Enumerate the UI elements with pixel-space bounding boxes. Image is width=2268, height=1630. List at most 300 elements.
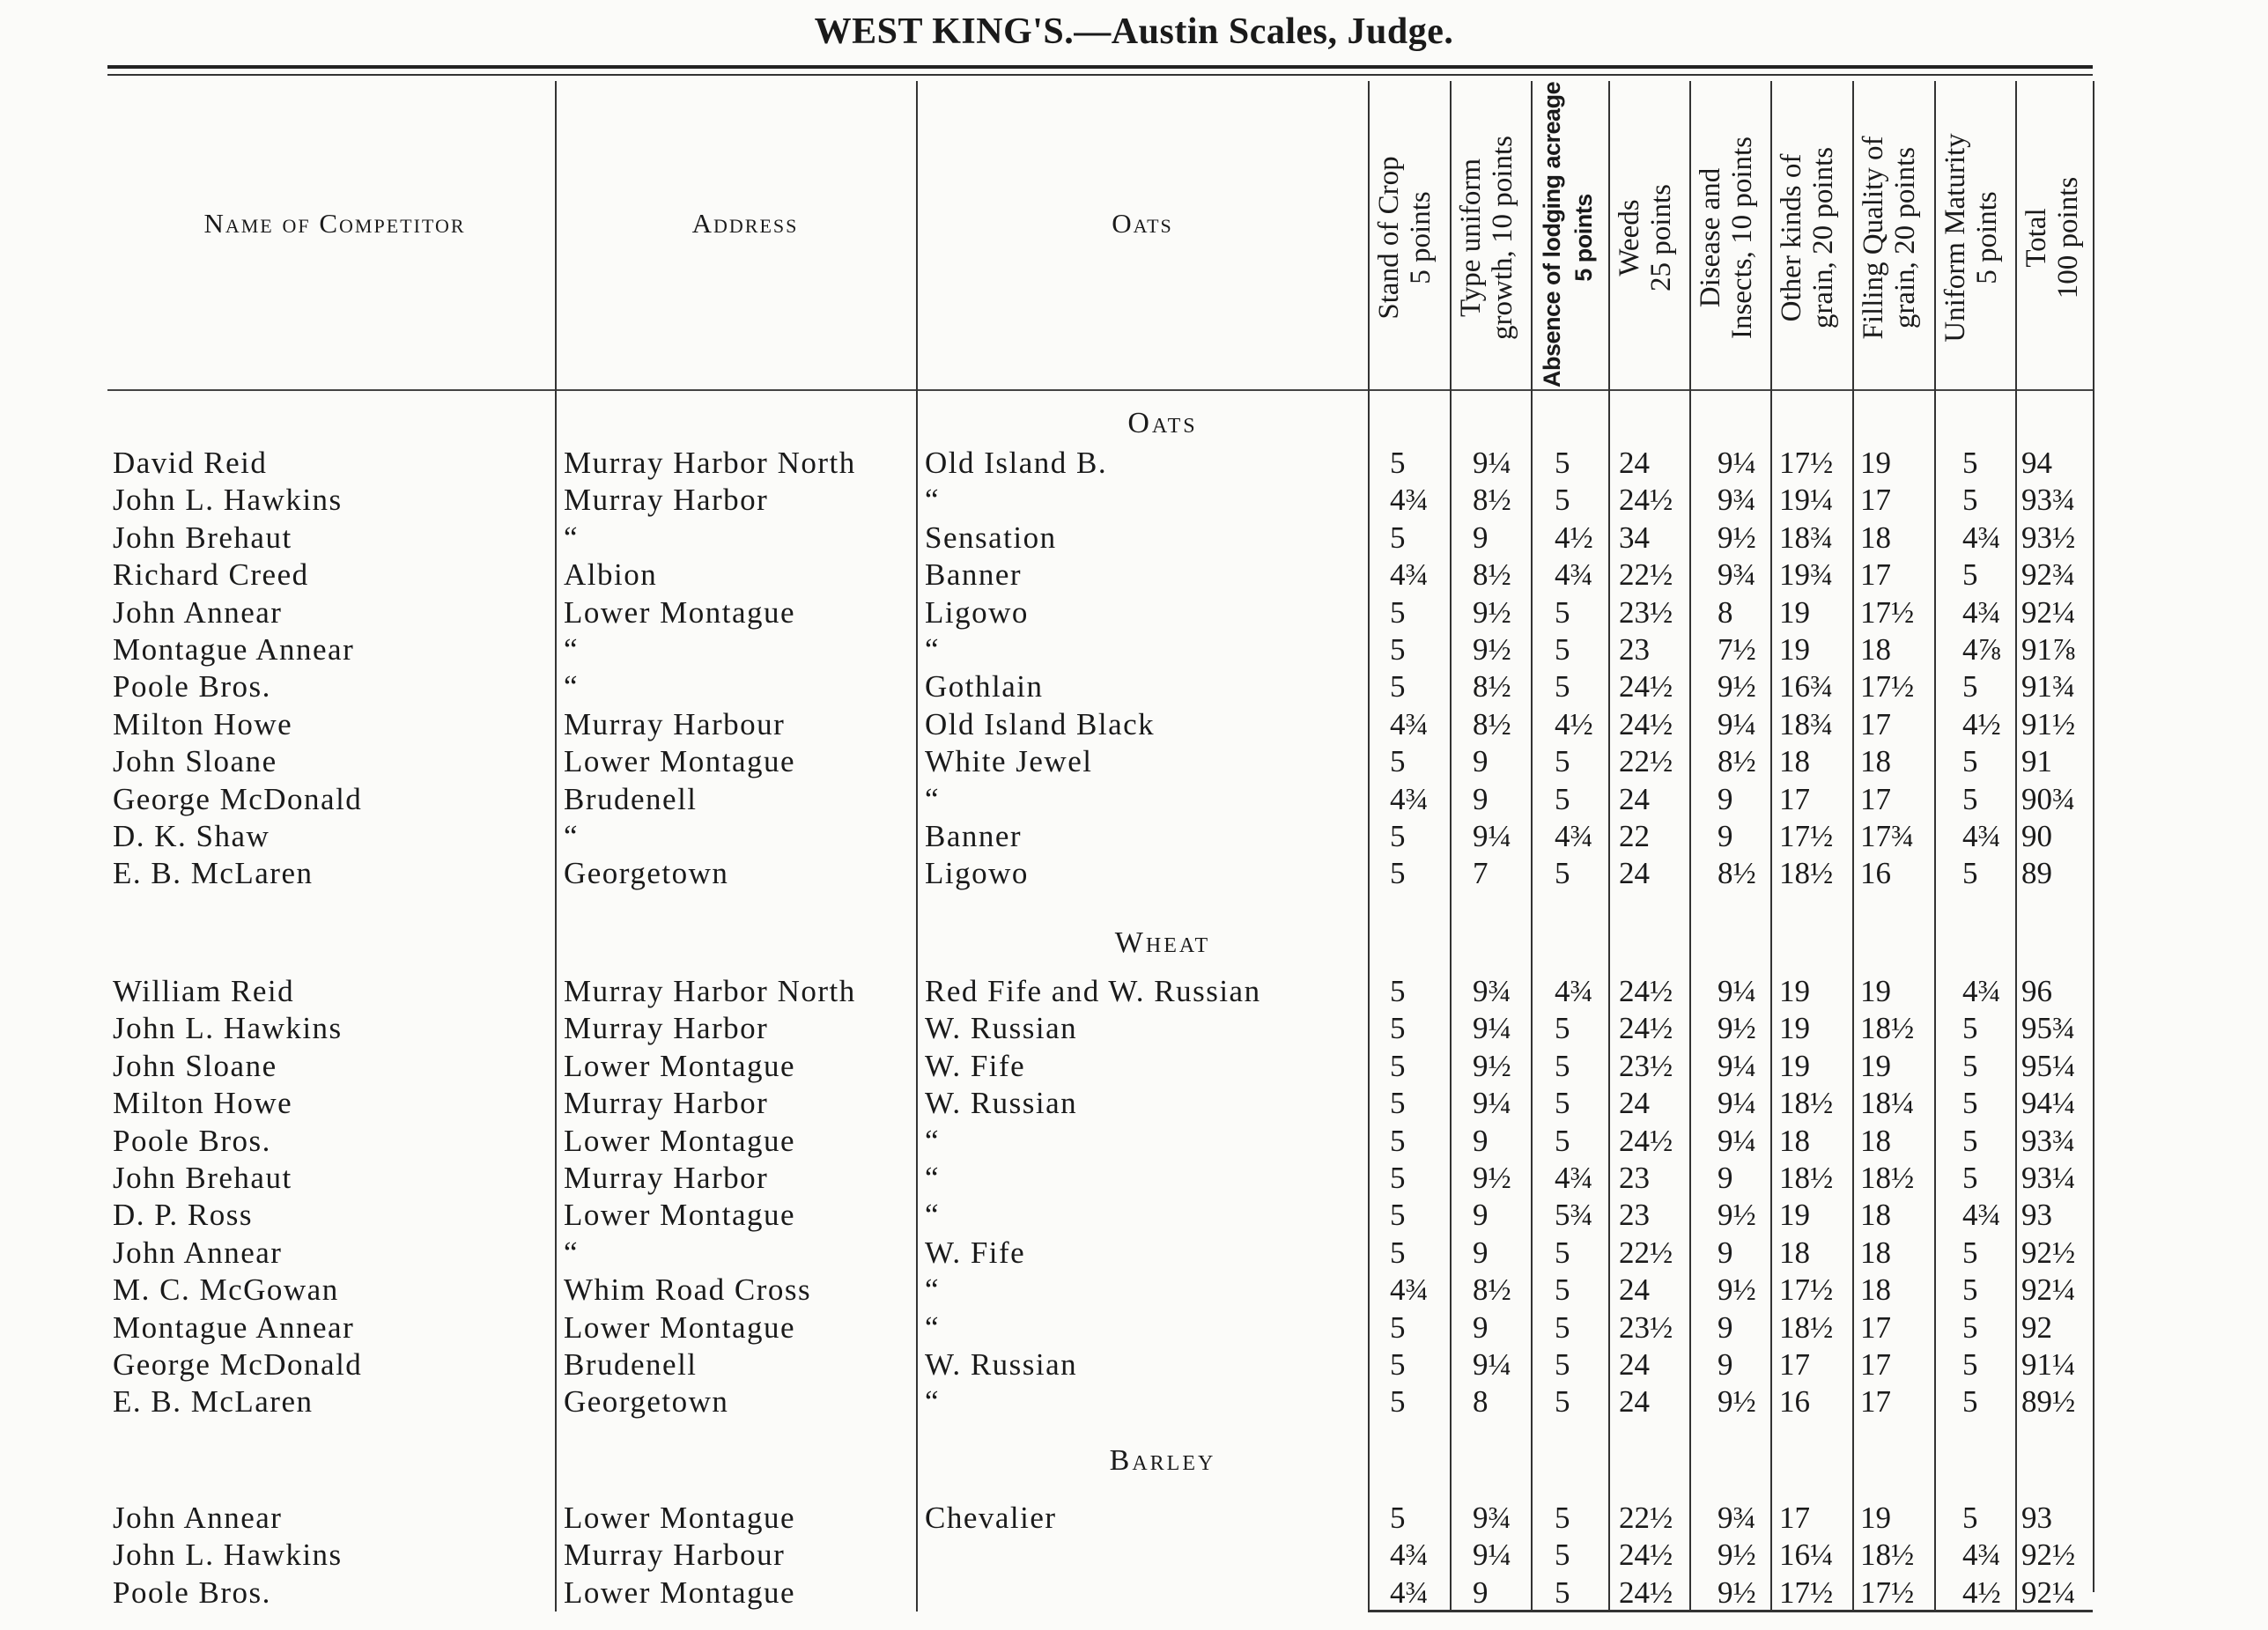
score-cell: 8½: [1473, 483, 1511, 518]
competitor-name: Poole Bros.: [113, 1575, 271, 1610]
score-cell: 95¾: [2021, 1011, 2076, 1046]
variety: “: [925, 632, 941, 667]
score-cell: 4¾: [1390, 1575, 1429, 1610]
score-cell: 8: [1718, 594, 1733, 630]
score-cell: 9: [1718, 781, 1733, 816]
score-cell: 24: [1619, 1272, 1650, 1308]
score-cell: 16: [1860, 856, 1891, 891]
score-cell: 5: [1390, 1501, 1406, 1535]
score-cell: 18½: [1860, 1011, 1915, 1046]
score-cell: 4½: [1555, 520, 1593, 555]
score-cell: 18½: [1860, 1538, 1915, 1573]
score-cell: 5: [1555, 1309, 1570, 1345]
variety: Old Island Black: [925, 706, 1156, 741]
variety: Banner: [925, 557, 1023, 593]
variety: Gothlain: [925, 669, 1044, 704]
score-cell: 8½: [1473, 669, 1511, 704]
header-score-line2: 5 points: [1405, 191, 1437, 284]
score-cell: 5: [1555, 1048, 1570, 1083]
score-cell: 19: [1779, 974, 1810, 1008]
page-title: WEST KING'S.—Austin Scales, Judge.: [814, 11, 1454, 52]
score-cell: 5: [1555, 594, 1570, 630]
table-row: [0, 482, 2268, 519]
competitor-name: E. B. McLaren: [113, 1384, 314, 1420]
score-cell: 5: [1390, 744, 1406, 779]
table-row: [0, 743, 2268, 780]
header-score-line2: 5 points: [1570, 194, 1597, 282]
score-cell: 9¼: [1718, 706, 1756, 741]
variety: “: [925, 1384, 941, 1420]
table-row: [0, 781, 2268, 818]
score-cell: 5: [1962, 446, 1978, 480]
score-cell: 91⅞: [2021, 632, 2076, 667]
score-cell: 92: [2021, 1309, 2052, 1345]
title-rule-thin: [107, 74, 2093, 76]
header-score-line2: Insects, 10 points: [1726, 136, 1758, 340]
score-cell: 9: [1718, 1161, 1733, 1195]
score-cell: 4½: [1962, 1575, 2001, 1610]
score-cell: 9¼: [1718, 446, 1756, 480]
competitor-address: “: [564, 669, 580, 704]
score-cell: 92¼: [2021, 594, 2076, 630]
competitor-address: Georgetown: [564, 856, 729, 891]
score-cell: 5: [1555, 1347, 1570, 1382]
score-cell: 5: [1390, 1011, 1406, 1046]
competitor-name: Montague Annear: [113, 632, 355, 667]
score-cell: 5: [1390, 819, 1406, 853]
header-score-line1: Filling Quality of: [1858, 136, 1889, 340]
score-cell: 17: [1860, 1309, 1891, 1345]
table-row: [0, 1235, 2268, 1272]
score-cell: 4⅞: [1962, 632, 2001, 667]
score-cell: 5: [1390, 632, 1406, 667]
score-cell: 4¾: [1390, 706, 1429, 741]
table-row: [0, 855, 2268, 892]
score-cell: 9: [1718, 1309, 1733, 1345]
score-cell: 9½: [1718, 1384, 1756, 1420]
score-cell: 4¾: [1390, 1538, 1429, 1573]
competitor-address: Whim Road Cross: [564, 1272, 812, 1308]
competitor-address: Murray Harbor: [564, 1161, 769, 1195]
header-score-col: [1776, 88, 1839, 387]
score-cell: 18½: [1779, 856, 1834, 891]
score-cell: 4¾: [1555, 1161, 1593, 1195]
table-row: [0, 557, 2268, 594]
competitor-name: John L. Hawkins: [113, 483, 343, 518]
score-cell: 9: [1473, 1123, 1489, 1158]
table-row: [0, 1197, 2268, 1234]
score-cell: 18¼: [1860, 1086, 1915, 1121]
score-cell: 9: [1718, 1235, 1733, 1270]
score-cell: 18½: [1860, 1161, 1915, 1195]
score-cell: 5: [1962, 1086, 1978, 1121]
score-cell: 24: [1619, 446, 1650, 480]
score-cell: 93¾: [2021, 1123, 2076, 1158]
table-row: [0, 1010, 2268, 1047]
table-row: [0, 1085, 2268, 1122]
score-cell: 22½: [1619, 1235, 1673, 1270]
score-cell: 4¾: [1962, 520, 2001, 555]
score-cell: 8½: [1473, 557, 1511, 593]
score-cell: 17½: [1779, 819, 1834, 853]
competitor-address: Lower Montague: [564, 594, 796, 630]
score-cell: 5: [1962, 1235, 1978, 1270]
score-cell: 92¾: [2021, 557, 2076, 593]
header-score-line1: Type uniform: [1455, 158, 1487, 318]
competitor-name: E. B. McLaren: [113, 856, 314, 891]
score-cell: 22½: [1619, 557, 1673, 593]
variety: “: [925, 1309, 941, 1345]
score-cell: 92¼: [2021, 1272, 2076, 1308]
section-label: Barley: [1109, 1444, 1216, 1477]
score-cell: 95¼: [2021, 1048, 2076, 1083]
table-row: [0, 1383, 2268, 1420]
competitor-address: Murray Harbor North: [564, 974, 856, 1008]
variety: White Jewel: [925, 744, 1093, 779]
score-cell: 24: [1619, 781, 1650, 816]
competitor-address: Murray Harbor: [564, 1011, 769, 1046]
variety: “: [925, 1123, 941, 1158]
score-cell: 9¼: [1473, 1538, 1511, 1573]
score-cell: 7: [1473, 856, 1489, 891]
score-cell: 22½: [1619, 1501, 1673, 1535]
score-cell: 4¾: [1962, 1198, 2001, 1233]
section-label: Wheat: [1114, 926, 1211, 959]
score-cell: 9½: [1718, 1538, 1756, 1573]
header-score-line2: 5 points: [1971, 191, 2003, 284]
score-cell: 5: [1390, 446, 1406, 480]
score-cell: 4½: [1555, 706, 1593, 741]
score-cell: 18: [1860, 520, 1891, 555]
score-cell: 96: [2021, 974, 2052, 1008]
score-cell: 18: [1860, 744, 1891, 779]
score-cell: 94¼: [2021, 1086, 2076, 1121]
competitor-name: Poole Bros.: [113, 669, 271, 704]
score-cell: 4¾: [1390, 1272, 1429, 1308]
competitor-name: D. P. Ross: [113, 1198, 253, 1233]
score-cell: 5: [1962, 1161, 1978, 1195]
score-cell: 18: [1860, 1123, 1891, 1158]
score-cell: 4¾: [1962, 1538, 2001, 1573]
score-cell: 5: [1962, 1272, 1978, 1308]
header-score-col: [2021, 88, 2084, 387]
score-cell: 9½: [1718, 1272, 1756, 1308]
competitor-name: Richard Creed: [113, 557, 309, 593]
score-cell: 9¼: [1473, 1011, 1511, 1046]
table-row: [0, 1500, 2268, 1537]
score-cell: 5: [1962, 856, 1978, 891]
score-cell: 19: [1779, 1048, 1810, 1083]
score-cell: 5: [1555, 744, 1570, 779]
score-cell: 4¾: [1962, 974, 2001, 1008]
score-cell: 19: [1860, 1501, 1891, 1535]
header-variety: Oats: [1112, 208, 1173, 239]
score-cell: 9¼: [1718, 1048, 1756, 1083]
score-cell: 4¾: [1390, 557, 1429, 593]
competitor-address: Albion: [564, 557, 658, 593]
section-label: Oats: [1127, 407, 1198, 439]
variety: W. Russian: [925, 1086, 1078, 1121]
score-cell: 93: [2021, 1198, 2052, 1233]
competitor-address: Murray Harbor: [564, 483, 769, 518]
score-cell: 9¼: [1473, 1086, 1511, 1121]
competitor-address: Brudenell: [564, 1347, 698, 1382]
score-cell: 89½: [2021, 1384, 2076, 1420]
competitor-name: David Reid: [113, 446, 268, 480]
score-cell: 92¼: [2021, 1575, 2076, 1610]
score-cell: 4¾: [1390, 781, 1429, 816]
score-cell: 5¾: [1555, 1198, 1593, 1233]
competitor-name: Poole Bros.: [113, 1123, 271, 1158]
header-score-line2: 25 points: [1645, 184, 1677, 291]
competitor-address: Lower Montague: [564, 1048, 796, 1083]
score-cell: 91¾: [2021, 669, 2076, 704]
table-row: [0, 1537, 2268, 1574]
competitor-address: Lower Montague: [564, 744, 796, 779]
score-cell: 94: [2021, 446, 2052, 480]
competitor-name: John Brehaut: [113, 520, 292, 555]
score-cell: 9: [1473, 1235, 1489, 1270]
score-cell: 24½: [1619, 1575, 1673, 1610]
score-cell: 9¾: [1473, 974, 1511, 1008]
score-cell: 5: [1390, 1086, 1406, 1121]
score-cell: 19: [1779, 1011, 1810, 1046]
table-row: [0, 1160, 2268, 1197]
score-cell: 5: [1390, 594, 1406, 630]
score-cell: 24½: [1619, 1123, 1673, 1158]
score-cell: 18: [1860, 632, 1891, 667]
score-cell: 5: [1962, 1048, 1978, 1083]
variety: “: [925, 1161, 941, 1195]
score-cell: 9½: [1718, 1198, 1756, 1233]
header-address: Address: [691, 208, 799, 239]
score-cell: 9: [1473, 1198, 1489, 1233]
competitor-name: D. K. Shaw: [113, 819, 270, 853]
score-cell: 18: [1779, 1123, 1810, 1158]
competitor-address: Murray Harbour: [564, 1538, 786, 1573]
header-score-col: [1455, 88, 1518, 387]
score-cell: 8½: [1718, 856, 1756, 891]
competitor-address: “: [564, 819, 580, 853]
score-cell: 19: [1779, 594, 1810, 630]
score-cell: 5: [1390, 1235, 1406, 1270]
variety: “: [925, 483, 941, 518]
score-cell: 5: [1390, 1384, 1406, 1420]
header-score-line1: Total: [2021, 208, 2052, 268]
score-cell: 9¾: [1718, 483, 1756, 518]
competitor-name: John Brehaut: [113, 1161, 292, 1195]
score-cell: 23½: [1619, 1309, 1673, 1345]
variety: “: [925, 1198, 941, 1233]
score-cell: 9¼: [1473, 446, 1511, 480]
score-cell: 19¾: [1779, 557, 1834, 593]
header-score-line1: Disease and: [1695, 167, 1726, 308]
score-cell: 24: [1619, 1384, 1650, 1420]
variety: Red Fife and W. Russian: [925, 974, 1261, 1008]
score-cell: 19¼: [1779, 483, 1834, 518]
score-cell: 5: [1555, 1086, 1570, 1121]
header-score-line1: Weeds: [1614, 199, 1645, 277]
score-cell: 5: [1962, 744, 1978, 779]
score-cell: 9½: [1718, 520, 1756, 555]
title-rule-thick: [107, 65, 2093, 69]
score-cell: 17: [1860, 706, 1891, 741]
score-cell: 9: [1473, 1309, 1489, 1345]
score-cell: 17½: [1779, 1272, 1834, 1308]
score-cell: 9½: [1473, 594, 1511, 630]
score-cell: 24½: [1619, 974, 1673, 1008]
score-cell: 5: [1962, 1011, 1978, 1046]
table-row: [0, 1123, 2268, 1160]
variety: W. Russian: [925, 1347, 1078, 1382]
score-cell: 5: [1390, 1048, 1406, 1083]
score-cell: 9: [1718, 819, 1733, 853]
table-row: [0, 445, 2268, 482]
score-cell: 17: [1860, 781, 1891, 816]
score-cell: 5: [1555, 781, 1570, 816]
score-cell: 9: [1473, 1575, 1489, 1610]
score-cell: 5: [1390, 1123, 1406, 1158]
score-cell: 9: [1473, 781, 1489, 816]
header-score-col: [1373, 88, 1437, 387]
table-row: [0, 1309, 2268, 1346]
score-cell: 17½: [1860, 669, 1915, 704]
variety: W. Russian: [925, 1011, 1078, 1046]
score-cell: 8½: [1473, 706, 1511, 741]
competitor-name: John Annear: [113, 1501, 283, 1535]
competitor-name: Montague Annear: [113, 1309, 355, 1345]
score-cell: 19: [1779, 1198, 1810, 1233]
score-cell: 9¼: [1718, 1123, 1756, 1158]
header-score-line1: Absence of lodging acreage: [1539, 81, 1565, 387]
competitor-name: M. C. McGowan: [113, 1272, 339, 1308]
score-cell: 9¼: [1718, 1086, 1756, 1121]
competitor-name: John L. Hawkins: [113, 1011, 343, 1046]
score-cell: 23½: [1619, 594, 1673, 630]
score-cell: 5: [1555, 1272, 1570, 1308]
score-cell: 9: [1473, 520, 1489, 555]
header-score-col: [1939, 88, 2003, 387]
score-cell: 18: [1860, 1235, 1891, 1270]
score-cell: 23: [1619, 1161, 1650, 1195]
score-cell: 93: [2021, 1501, 2052, 1535]
header-score-line2: growth, 10 points: [1487, 136, 1518, 340]
score-cell: 9½: [1718, 1575, 1756, 1610]
score-cell: 5: [1390, 520, 1406, 555]
competitor-name: John Sloane: [113, 1048, 277, 1083]
variety: Ligowo: [925, 856, 1029, 891]
score-cell: 4¾: [1555, 974, 1593, 1008]
variety: W. Fife: [925, 1048, 1026, 1083]
table-row: [0, 520, 2268, 557]
score-cell: 18½: [1779, 1161, 1834, 1195]
score-cell: 24: [1619, 1347, 1650, 1382]
score-cell: 23: [1619, 1198, 1650, 1233]
score-cell: 93¾: [2021, 483, 2076, 518]
score-cell: 5: [1962, 1123, 1978, 1158]
score-cell: 8½: [1473, 1272, 1511, 1308]
score-cell: 24½: [1619, 1538, 1673, 1573]
score-cell: 5: [1555, 1011, 1570, 1046]
score-cell: 5: [1390, 1198, 1406, 1233]
score-cell: 5: [1962, 1309, 1978, 1345]
score-cell: 24: [1619, 1086, 1650, 1121]
header-score-col: [1614, 88, 1677, 387]
score-cell: 5: [1390, 1347, 1406, 1382]
score-cell: 24½: [1619, 1011, 1673, 1046]
table-row: [0, 668, 2268, 705]
score-cell: 24½: [1619, 483, 1673, 518]
score-cell: 5: [1555, 1575, 1570, 1610]
competitor-address: Murray Harbor North: [564, 446, 856, 480]
score-cell: 22½: [1619, 744, 1673, 779]
score-cell: 5: [1962, 781, 1978, 816]
score-cell: 5: [1555, 1501, 1570, 1535]
score-cell: 5: [1390, 1309, 1406, 1345]
score-cell: 18¾: [1779, 520, 1834, 555]
score-cell: 17: [1860, 1384, 1891, 1420]
score-cell: 5: [1962, 1384, 1978, 1420]
table-row: [0, 1575, 2268, 1612]
score-cell: 16¾: [1779, 669, 1834, 704]
score-cell: 17¾: [1860, 819, 1915, 853]
score-cell: 9¼: [1718, 974, 1756, 1008]
score-cell: 5: [1555, 1123, 1570, 1158]
score-cell: 9¼: [1473, 1347, 1511, 1382]
header-score-line1: Stand of Crop: [1373, 156, 1405, 320]
competitor-address: “: [564, 520, 580, 555]
score-cell: 23½: [1619, 1048, 1673, 1083]
score-cell: 5: [1962, 1347, 1978, 1382]
score-cell: 5: [1962, 557, 1978, 593]
variety: Old Island B.: [925, 446, 1108, 480]
table-row: [0, 594, 2268, 631]
score-cell: 18½: [1779, 1309, 1834, 1345]
score-cell: 91: [2021, 744, 2052, 779]
competitor-name: John Sloane: [113, 744, 277, 779]
competitor-name: William Reid: [113, 974, 295, 1008]
score-cell: 9¾: [1718, 557, 1756, 593]
score-cell: 92½: [2021, 1538, 2076, 1573]
score-cell: 9: [1473, 744, 1489, 779]
score-cell: 19: [1779, 632, 1810, 667]
table-bottom-rule: [1368, 1610, 2093, 1612]
competitor-address: Lower Montague: [564, 1198, 796, 1233]
competitor-address: Lower Montague: [564, 1123, 796, 1158]
score-cell: 5: [1390, 1161, 1406, 1195]
score-cell: 93½: [2021, 520, 2076, 555]
competitor-name: John Annear: [113, 594, 283, 630]
header-score-col: [1858, 88, 1921, 387]
score-cell: 5: [1962, 483, 1978, 518]
variety: “: [925, 781, 941, 816]
score-cell: 18½: [1779, 1086, 1834, 1121]
score-cell: 5: [1555, 632, 1570, 667]
score-cell: 23: [1619, 632, 1650, 667]
score-cell: 18: [1779, 744, 1810, 779]
score-cell: 4¾: [1962, 819, 2001, 853]
competitor-name: George McDonald: [113, 781, 363, 816]
variety: Chevalier: [925, 1501, 1057, 1535]
score-cell: 91¼: [2021, 1347, 2076, 1382]
score-cell: 5: [1555, 483, 1570, 518]
score-cell: 17½: [1779, 446, 1834, 480]
competitor-address: Lower Montague: [564, 1501, 796, 1535]
score-cell: 5: [1390, 669, 1406, 704]
score-cell: 17: [1779, 1347, 1810, 1382]
header-score-line1: Other kinds of: [1776, 153, 1807, 322]
score-cell: 9¾: [1473, 1501, 1511, 1535]
